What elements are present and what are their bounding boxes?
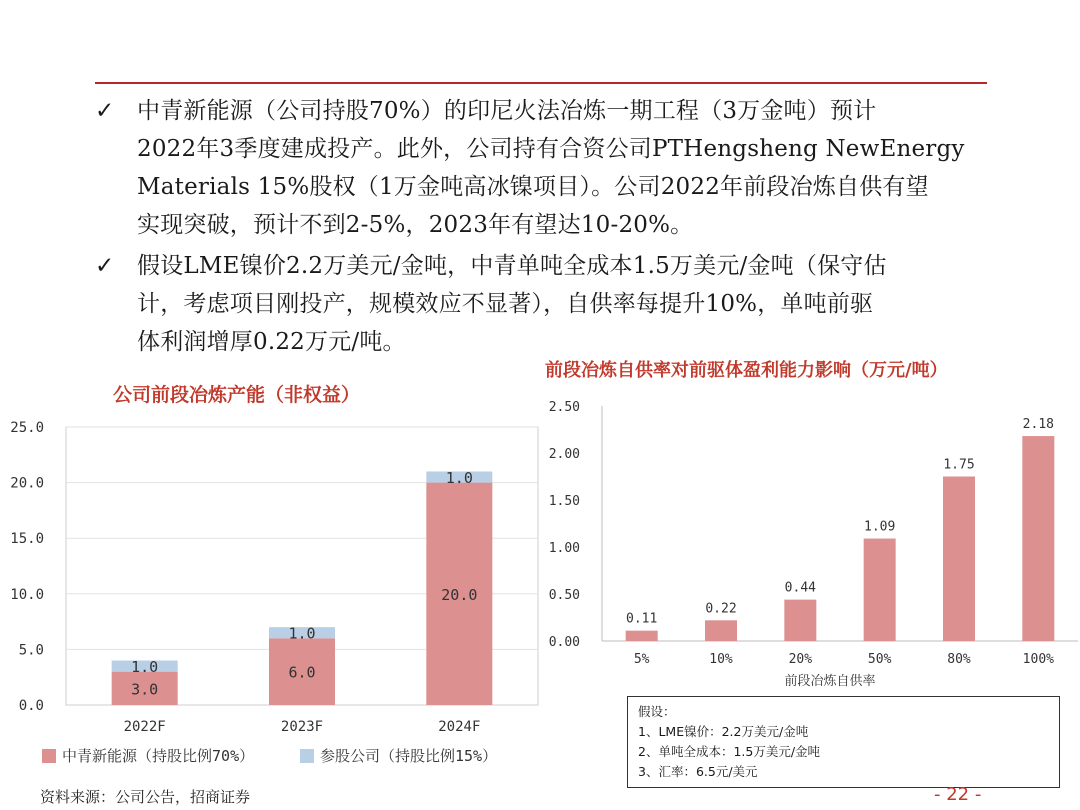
legend-label: 参股公司（持股比例15%） [320, 747, 498, 765]
x-axis-title: 前段冶炼自供率 [784, 674, 876, 689]
bar-value-label: 6.0 [288, 663, 316, 682]
y-tick-label: 2.50 [548, 400, 580, 415]
bullet-line: 假设LME镍价2.2万美元/金吨，中青单吨全成本1.5万美元/金吨（保守估 [137, 253, 887, 279]
bar-value-label: 1.0 [445, 469, 473, 488]
assumption-item: 2、单吨全成本：1.5万美元/金吨 [638, 744, 821, 759]
assumption-item: 3、汇率：6.5元/美元 [638, 764, 758, 779]
x-tick-label: 2022F [123, 719, 166, 735]
page-number: - 22 - [934, 784, 982, 805]
bar-value-label: 20.0 [441, 585, 478, 604]
x-tick-label: 2024F [438, 719, 481, 735]
y-tick-label: 1.50 [548, 494, 580, 509]
bullet-line: 中青新能源（公司持股70%）的印尼火法冶炼一期工程（3万金吨）预计 [137, 98, 877, 124]
bullet-list [95, 92, 1005, 361]
bullet-line: 计，考虑项目刚投产，规模效应不显著），自供率每提升10%，单吨前驱 [137, 291, 874, 317]
x-tick-label: 100% [1022, 652, 1054, 667]
x-tick-label: 5% [633, 652, 650, 667]
source-note: 资料来源：公司公告，招商证券 [40, 788, 251, 806]
y-tick-label: 0.00 [548, 635, 580, 650]
x-tick-label: 80% [947, 652, 971, 667]
x-tick-label: 50% [867, 652, 892, 667]
capacity-stacked-bar-chart [0, 405, 540, 783]
bar [784, 600, 816, 641]
y-tick-label: 20.0 [10, 475, 44, 492]
legend-swatch [42, 749, 56, 763]
bullet-line: 2022年3季度建成投产。此外，公司持有合资公司PTHengsheng NewEnergy [137, 136, 965, 162]
bar-value-label: 3.0 [131, 680, 159, 699]
profit-bar-chart [540, 390, 1080, 690]
bar-value-label: 0.22 [705, 601, 737, 617]
x-tick-label: 2023F [280, 719, 324, 735]
bar [705, 620, 737, 641]
bar-value-label: 0.11 [626, 611, 658, 627]
x-tick-label: 10% [709, 652, 733, 667]
capacity-chart-title: 公司前段冶炼产能（非权益） [113, 384, 361, 406]
y-tick-label: 0.50 [548, 588, 580, 603]
bullet-line: 体利润增厚0.22万元/吨。 [137, 329, 406, 355]
legend-swatch [300, 749, 314, 763]
top-divider [95, 82, 987, 84]
y-tick-label: 0.0 [18, 698, 44, 714]
bar-value-label: 0.44 [784, 580, 816, 596]
y-tick-label: 2.00 [548, 447, 580, 462]
assumptions-box [627, 696, 1060, 788]
y-tick-label: 15.0 [10, 531, 44, 548]
y-tick-label: 5.0 [18, 642, 44, 659]
bar [1022, 436, 1054, 641]
bar [943, 477, 975, 642]
bar-value-label: 1.75 [943, 457, 975, 473]
bar-value-label: 2.18 [1022, 417, 1054, 433]
bar [626, 631, 658, 641]
bar [864, 539, 896, 641]
bullet-line: Materials 15%股权（1万金吨高冰镍项目）。公司2022年前段冶炼自供有望 [137, 174, 929, 200]
bar-value-label: 1.0 [131, 658, 159, 677]
bar-value-label: 1.0 [288, 624, 316, 643]
assumption-item: 1、LME镍价：2.2万美元/金吨 [638, 724, 809, 739]
checkmark-icon: ✓ [95, 98, 115, 124]
bar-value-label: 1.09 [864, 519, 896, 535]
y-tick-label: 10.0 [10, 586, 44, 603]
bullet-item [95, 92, 1005, 244]
y-tick-label: 25.0 [10, 420, 44, 436]
y-tick-label: 1.00 [548, 541, 580, 556]
legend-label: 中青新能源（持股比例70%） [62, 747, 255, 765]
x-tick-label: 20% [788, 652, 813, 667]
bullet-item [95, 247, 1005, 361]
checkmark-icon: ✓ [95, 253, 115, 279]
assumptions-title: 假设： [638, 704, 676, 719]
profit-chart-title: 前段冶炼自供率对前驱体盈利能力影响（万元/吨） [545, 360, 948, 381]
bullet-line: 实现突破，预计不到2-5%，2023年有望达10-20%。 [137, 212, 694, 238]
